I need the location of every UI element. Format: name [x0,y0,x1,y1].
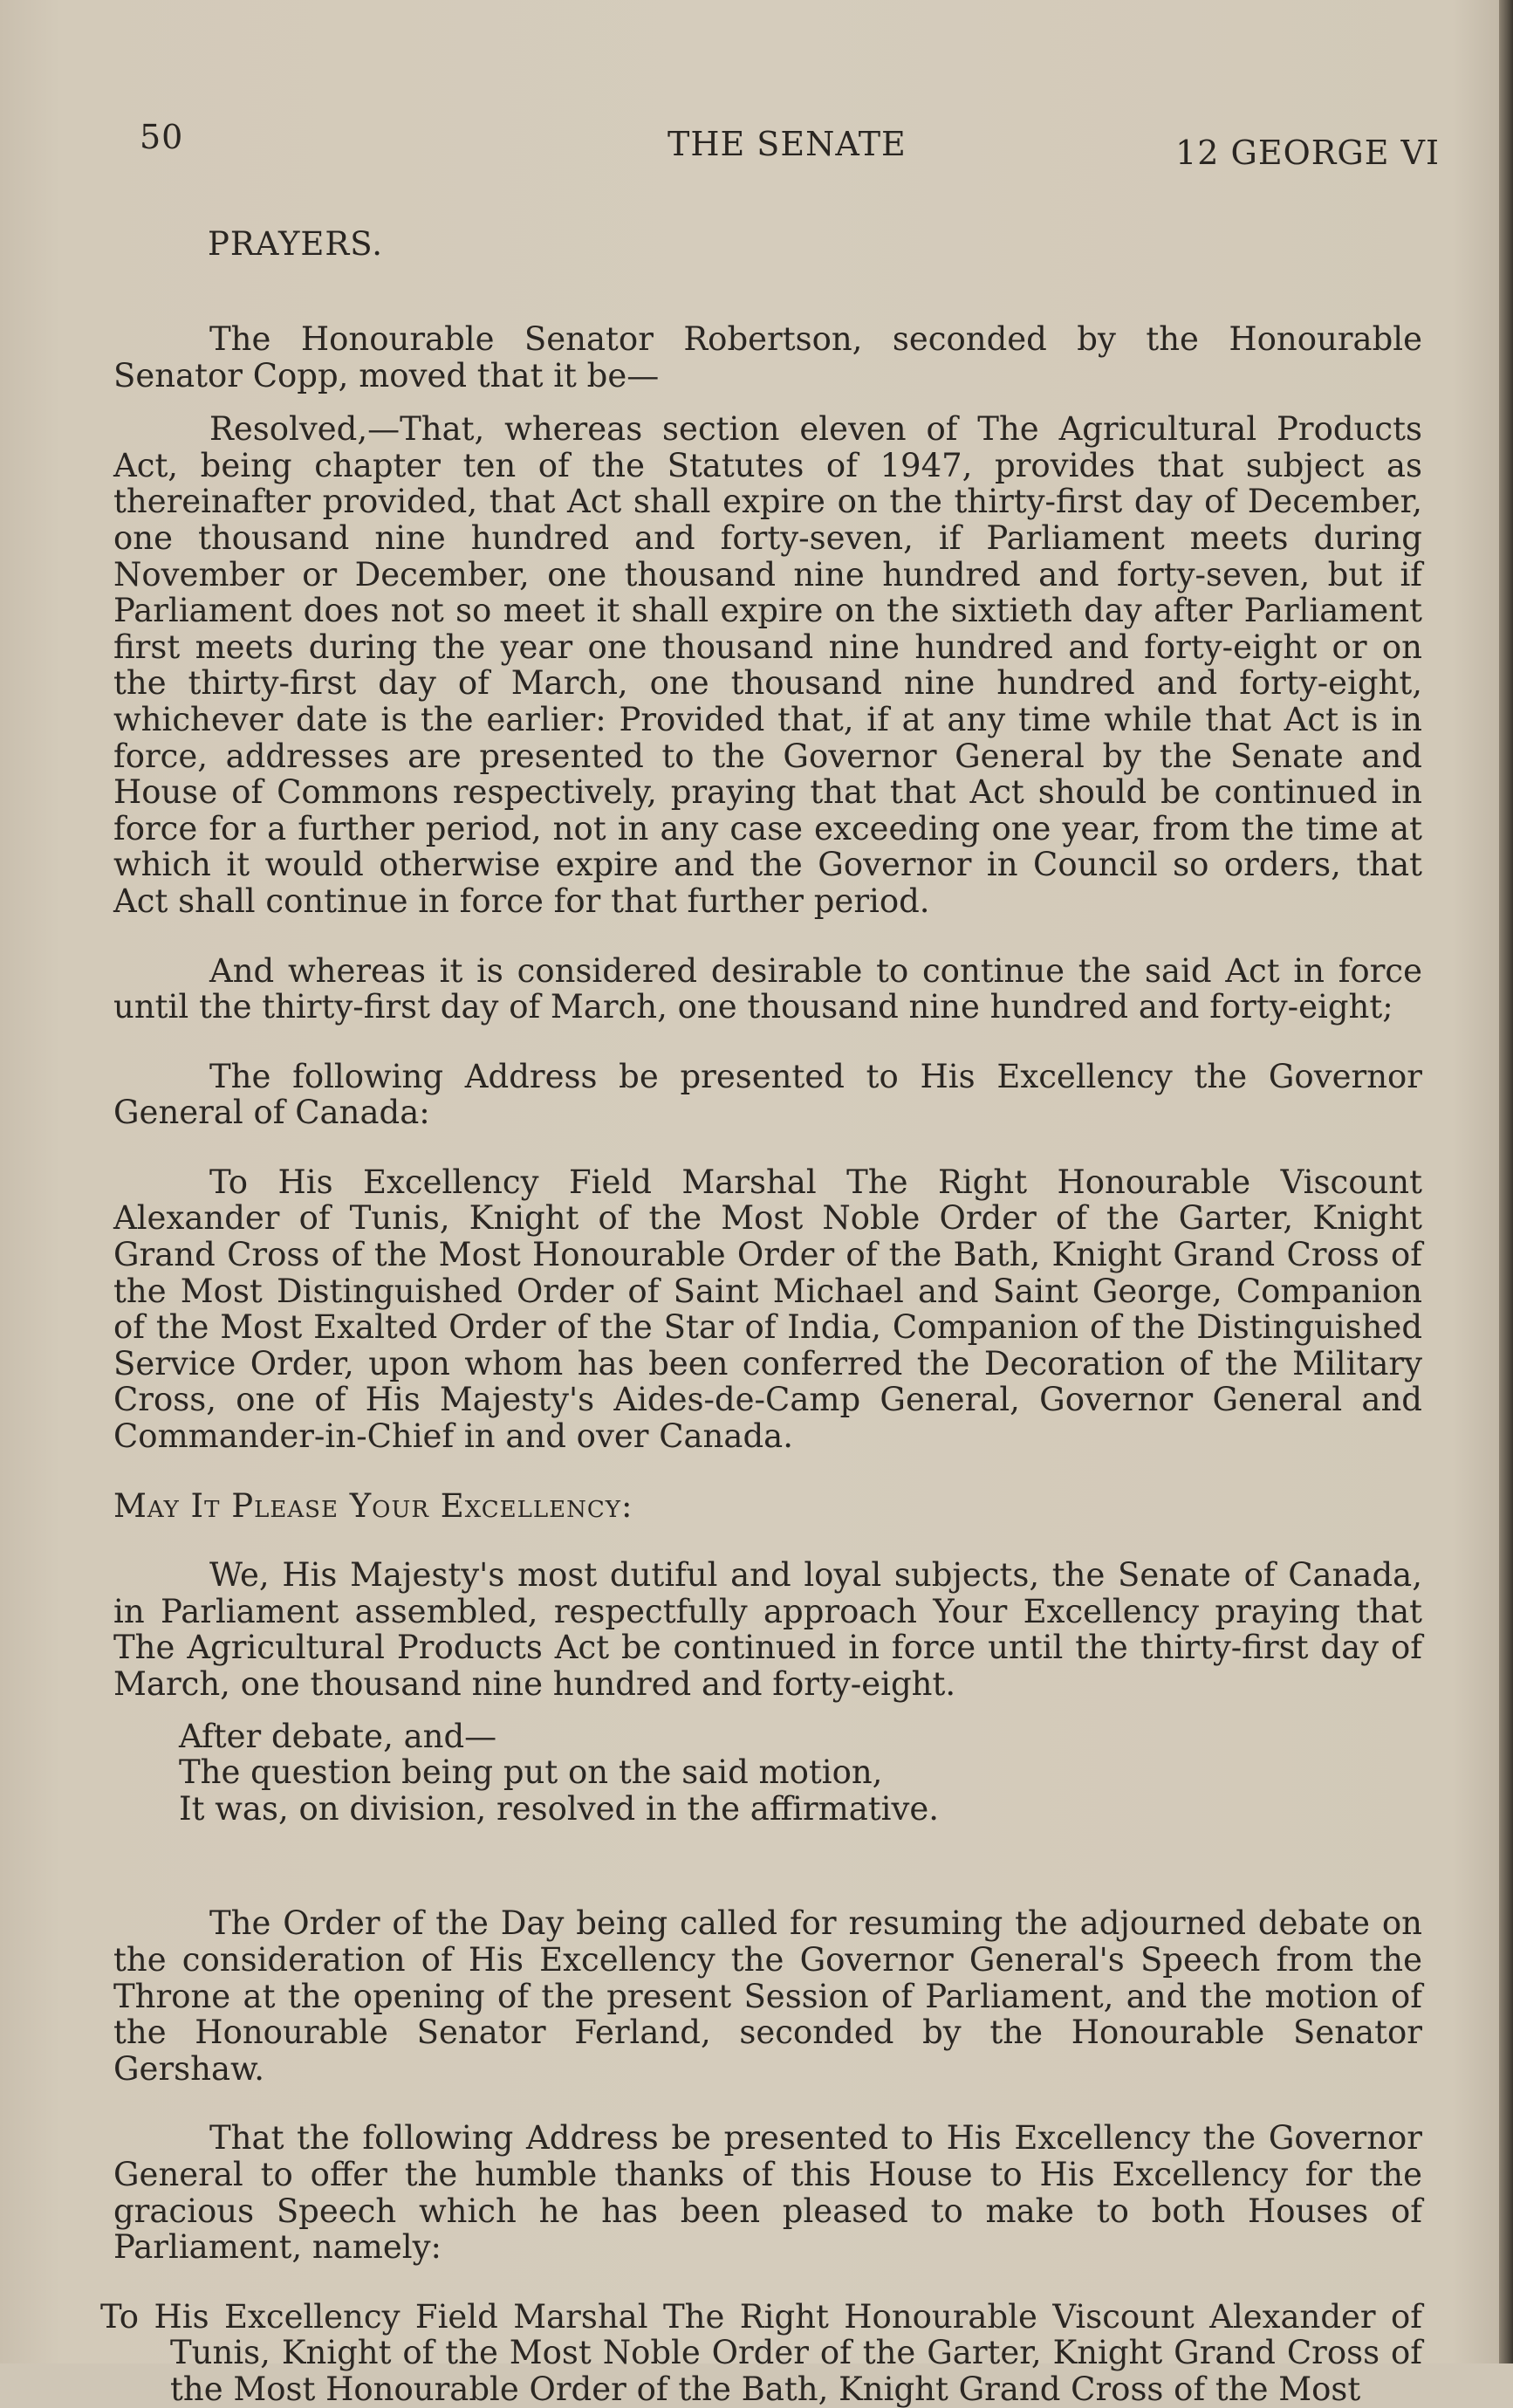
page-number: 50 [140,118,184,156]
line-after-debate: After debate, and— [179,1717,497,1755]
line-resolved-affirmative: It was, on division, resolved in the affirmative. [179,1789,940,1828]
paragraph-thanks: That the following Address be presented to His Excellency the Governor General to offer the humble thanks of this House to His Excellency for the gracious Speech which he has been pleased to make to both Houses of Parliament, namely: [113,2119,1422,2267]
running-header [140,118,1440,170]
paragraph-address-intro: The following Address be presented to His Excellency the Governor General of Canada: [113,1057,1422,1132]
header-title: THE SENATE [668,125,907,163]
paragraph-whereas: And whereas it is considered desirable to continue the said Act in force until the thirty-first day of March, one thousand nine hundred and forty-eight; [113,951,1422,1026]
salutation: May It Please Your Excellency: [113,1486,633,1525]
paragraph-address-to-2: To His Excellency Field Marshal The Right Honourable Viscount Alexander of Tunis, Knight of the Most Noble Order of the Garter, Knight Grand Cross of the Most Honourable Order of the Bath, Knight Grand Cross of the Most [100,2297,1422,2408]
paragraph-resolved: Resolved,—That, whereas section eleven of The Agricultural Products Act, being chapter ten of the Statutes of 1947, provides that subject as thereinafter provided, that Act shall expire on the thirty-first day of December, one thousand nine hundred and forty-seven, if Parliament meets during November or December, one thousand nine hundred and forty-seven, but if Parliament does not so meet it shall expire on the sixtieth day after Parliament first meets during the year one thousand nine hundred and forty-eight or on the thirty-first day of March, one thousand nine hundred and forty-eight, whichever date is the earlier: Provided that, if at any time while that Act is in force, addresses are presented to the Governor General by the Senate and House of Commons respectively, praying that that Act should be continued in force for a further period, not in any case exceeding one year, from the time at which it would otherwise expire and the Governor in Council so orders, that Act shall continue in force for that further period. [113,410,1422,920]
header-regnal-year: 12 GEORGE VI [1175,134,1440,172]
paragraph-motion-intro: The Honourable Senator Robertson, seconded by the Honourable Senator Copp, moved that it be— [113,320,1422,394]
journal-body [100,320,1422,2408]
paragraph-order-of-day: The Order of the Day being called for resuming the adjourned debate on the consideration of His Excellency the Governor General's Speech from the Throne at the opening of the present Session of Parliament, and the motion of the Honourable Senator Ferland, seconded by the Honourable Senator Gershaw. [113,1904,1422,2088]
section-heading-prayers: PRAYERS. [208,225,384,263]
paragraph-address-to: To His Excellency Field Marshal The Right Honourable Viscount Alexander of Tunis, Knight of the Most Noble Order of the Garter, Knight Grand Cross of the Most Honourable Order of the Bath, Knight Grand Cross of the Most Distinguished Order of Saint Michael and Saint George, Companion of the Most Exalted Order of the Star of India, Companion of the Distinguished Service Order, upon whom has been conferred the Decoration of the Military Cross, one of His Majesty's Aides-de-Camp General, Governor General and Commander-in-Chief in and over Canada. [113,1163,1422,1456]
book-spine-edge [1499,0,1513,2363]
line-question: The question being put on the said motion, [179,1753,883,1792]
paragraph-we: We, His Majesty's most dutiful and loyal subjects, the Senate of Canada, in Parliament assembled, respectfully approach Your Excellency praying that The Agricultural Products Act be continued in force until the thirty-first day of March, one thousand nine hundred and forty-eight. [113,1556,1422,1703]
